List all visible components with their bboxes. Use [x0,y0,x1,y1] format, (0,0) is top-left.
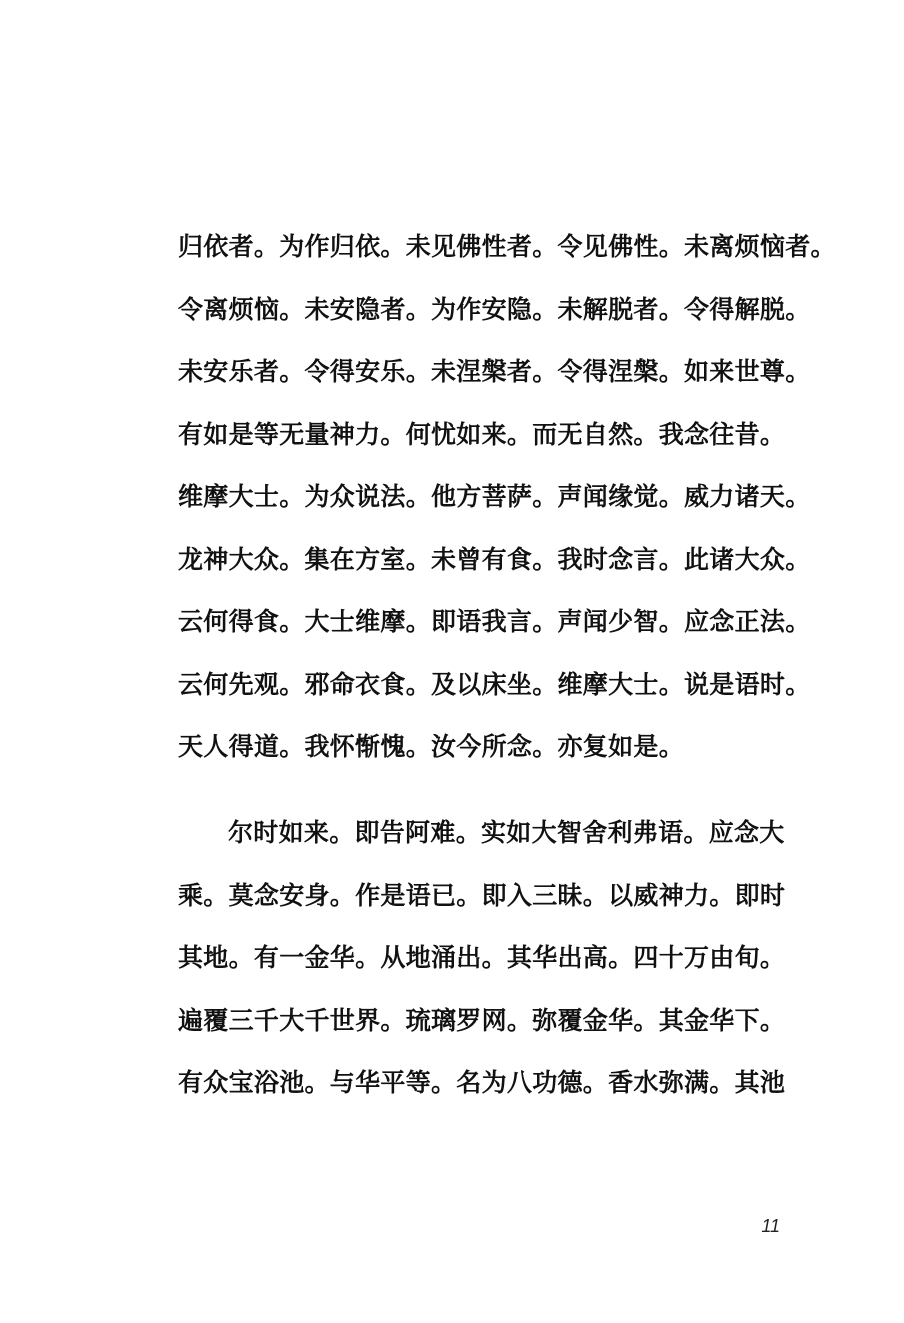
paragraph-1 [178,222,836,785]
text-line-indented: 尔时如来。即告阿难。实如大智舍利弗语。应念大 [228,818,785,847]
paragraph-2 [178,808,788,1121]
text-line: 未安乐者。令得安乐。未涅槃者。令得涅槃。如来世尊。 [178,357,811,386]
page-number: 11 [761,1216,780,1236]
text-line: 维摩大士。为众说法。他方菩萨。声闻缘觉。威力诸天。 [178,482,811,511]
text-line: 令离烦恼。未安隐者。为作安隐。未解脱者。令得解脱。 [178,294,811,324]
text-line: 龙神大众。集在方室。未曾有食。我时念言。此诸大众。 [178,544,811,574]
text-line: 归依者。为作归依。未见佛性者。令见佛性。未离烦恼者。 [178,232,836,261]
text-line: 有众宝浴池。与华平等。名为八功德。香水弥满。其池 [178,1068,786,1097]
text-line: 云何先观。邪命衣食。及以床坐。维摩大士。说是语时。 [178,669,811,699]
text-line: 天人得道。我怀惭愧。汝今所念。亦复如是。 [178,732,685,761]
text-line: 其地。有一金华。从地涌出。其华出高。四十万由旬。 [178,943,786,972]
text-line: 遍覆三千大千世界。琉璃罗网。弥覆金华。其金华下。 [178,1005,786,1035]
text-line: 乘。莫念安身。作是语已。即入三昧。以威神力。即时 [178,880,786,910]
text-line: 有如是等无量神力。何忧如来。而无自然。我念往昔。 [178,419,786,449]
text-line: 云何得食。大士维摩。即语我言。声闻少智。应念正法。 [178,607,811,636]
